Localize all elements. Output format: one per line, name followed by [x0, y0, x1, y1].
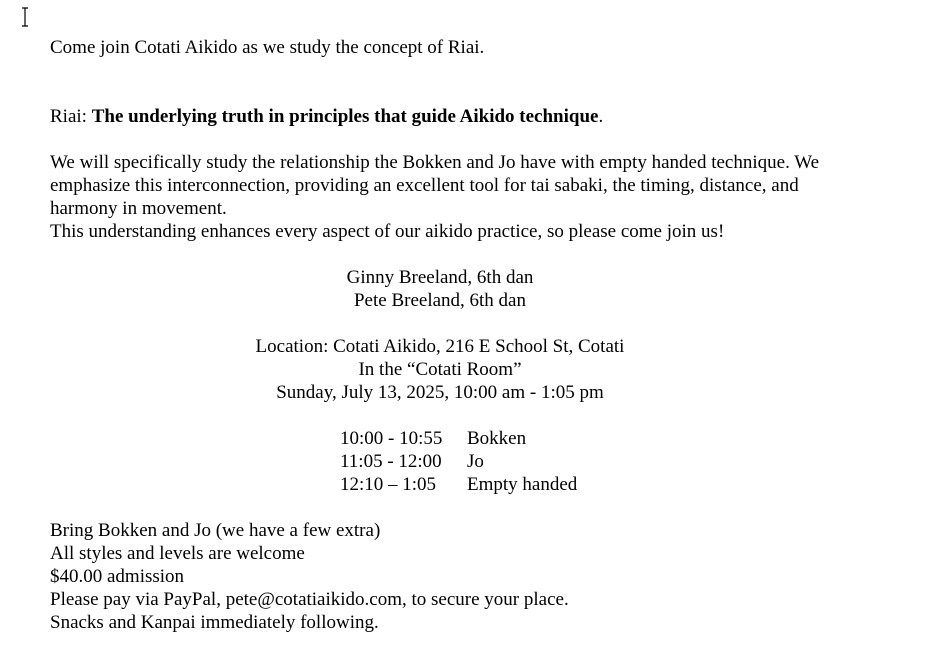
schedule-activity: Jo: [467, 451, 484, 472]
detail-line: $40.00 admission: [50, 566, 185, 587]
schedule-activity: Empty handed: [467, 474, 578, 495]
paragraph-line-2: emphasize this interconnection, providing an excellent tool for tai sabaki, the timing, distance, and: [50, 175, 799, 196]
schedule-time: 11:05 - 12:00: [340, 451, 442, 472]
riai-definition: [50, 105, 603, 128]
definition-term: Riai:: [50, 106, 92, 127]
intro-text: Come join Cotati Aikido as we study the concept of Riai.: [50, 37, 485, 58]
schedule-row: [340, 450, 484, 473]
schedule-row: [340, 473, 577, 496]
instructor-2: Pete Breeland, 6th dan: [353, 290, 526, 311]
schedule-activity: Bokken: [467, 428, 527, 449]
detail-line: All styles and levels are welcome: [50, 543, 305, 564]
event-room: In the “Cotati Room”: [358, 359, 522, 380]
text-cursor-icon: [19, 7, 31, 27]
paragraph-line-1: We will specifically study the relationship the Bokken and Jo have with empty handed technique. We: [50, 152, 820, 173]
instructor-1: Ginny Breeland, 6th dan: [346, 267, 534, 288]
definition-end: .: [598, 106, 604, 127]
event-location: Location: Cotati Aikido, 216 E School St, Cotati: [255, 336, 625, 357]
detail-line: Please pay via PayPal, pete@cotatiaikido.com, to secure your place.: [50, 589, 569, 610]
detail-line: Snacks and Kanpai immediately following.: [50, 612, 379, 633]
schedule-time: 12:10 – 1:05: [340, 474, 437, 495]
detail-line: Bring Bokken and Jo (we have a few extra): [50, 520, 381, 541]
event-datetime: Sunday, July 13, 2025, 10:00 am - 1:05 pm: [276, 382, 604, 403]
schedule-row: [340, 427, 526, 450]
paragraph-line-4: This understanding enhances every aspect of our aikido practice, so please come join us!: [50, 221, 725, 242]
definition-meaning: The underlying truth in principles that guide Aikido technique: [91, 106, 599, 127]
paragraph-line-3: harmony in movement.: [50, 198, 227, 219]
schedule-time: 10:00 - 10:55: [340, 428, 443, 449]
